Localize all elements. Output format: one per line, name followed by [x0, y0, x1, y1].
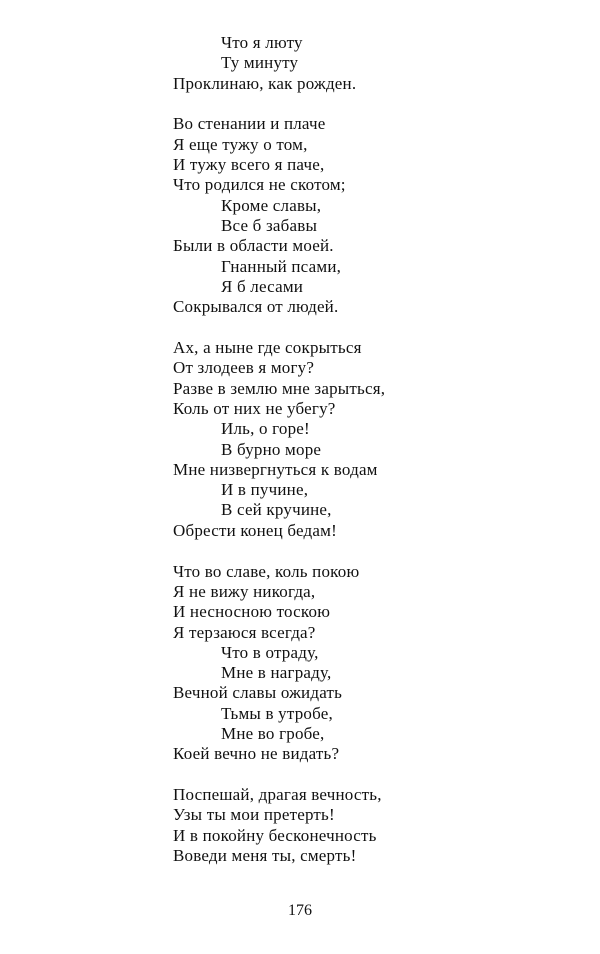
stanza [173, 785, 385, 866]
poem-line: И в пучине, [221, 480, 309, 500]
poem-line: Что в отраду, [221, 642, 319, 662]
poem-line: В бурно море [221, 439, 322, 459]
poem-line: И в покойну бесконечность [173, 825, 377, 845]
poem-line: Ах, а ныне где сокрыться [173, 338, 362, 358]
stanza-gap [173, 94, 385, 115]
poem-line: Воведи меня ты, смерть! [173, 846, 357, 866]
poem-line: И несносною тоскою [173, 602, 331, 622]
poem-line: Были в области моей. [173, 236, 334, 256]
poem-line: Я не вижу никогда, [173, 581, 316, 601]
poem-line: Гнанный псами, [221, 256, 342, 276]
stanza [173, 562, 385, 765]
poem-line: Проклинаю, как рожден. [173, 73, 357, 93]
poem-line: Тьмы в утробе, [221, 703, 333, 723]
poem-line: Во стенании и плаче [173, 114, 326, 134]
poem-line: Мне в награду, [221, 663, 332, 683]
poem-line: Мне низвергнуться к водам [173, 459, 378, 479]
poem-line: Я б лесами [221, 276, 304, 296]
poem-line: Иль, о горе! [221, 419, 310, 439]
poem-line: Мне во гробе, [221, 723, 325, 743]
poem-line: Я еще тужу о том, [173, 134, 308, 154]
poem-text [173, 33, 385, 866]
poem-line: Обрести конец бедам! [173, 520, 337, 540]
stanza [173, 114, 385, 317]
stanza-gap [173, 765, 385, 786]
poem-line: Узы ты мои претерть! [173, 805, 335, 825]
page-number: 176 [288, 902, 312, 919]
poem-line: Что родился не скотом; [173, 175, 346, 195]
poem-line: Вечной славы ожидать [173, 683, 343, 703]
poem-line: Сокрывался от людей. [173, 297, 339, 317]
poem-line: В сей кручине, [221, 500, 332, 520]
poem-line: Что я люту [221, 33, 303, 52]
stanza-gap [173, 541, 385, 562]
stanza [173, 33, 385, 94]
poem-line: Ту минуту [221, 53, 299, 73]
poem-line: Все б забавы [221, 215, 318, 235]
stanza-gap [173, 317, 385, 338]
poem-line: Кроме славы, [221, 195, 322, 215]
stanza [173, 338, 385, 541]
poem-line: И тужу всего я паче, [173, 155, 325, 175]
poem-line: От злодеев я могу? [173, 358, 315, 378]
poem-line: Коей вечно не видать? [173, 744, 340, 764]
poem-line: Разве в землю мне зарыться, [173, 378, 386, 398]
poem-line: Поспешай, драгая вечность, [173, 785, 382, 805]
poem-line: Коль от них не убегу? [173, 398, 336, 418]
poem-line: Что во славе, коль покою [173, 561, 360, 581]
poem-line: Я терзаюся всегда? [173, 622, 316, 642]
